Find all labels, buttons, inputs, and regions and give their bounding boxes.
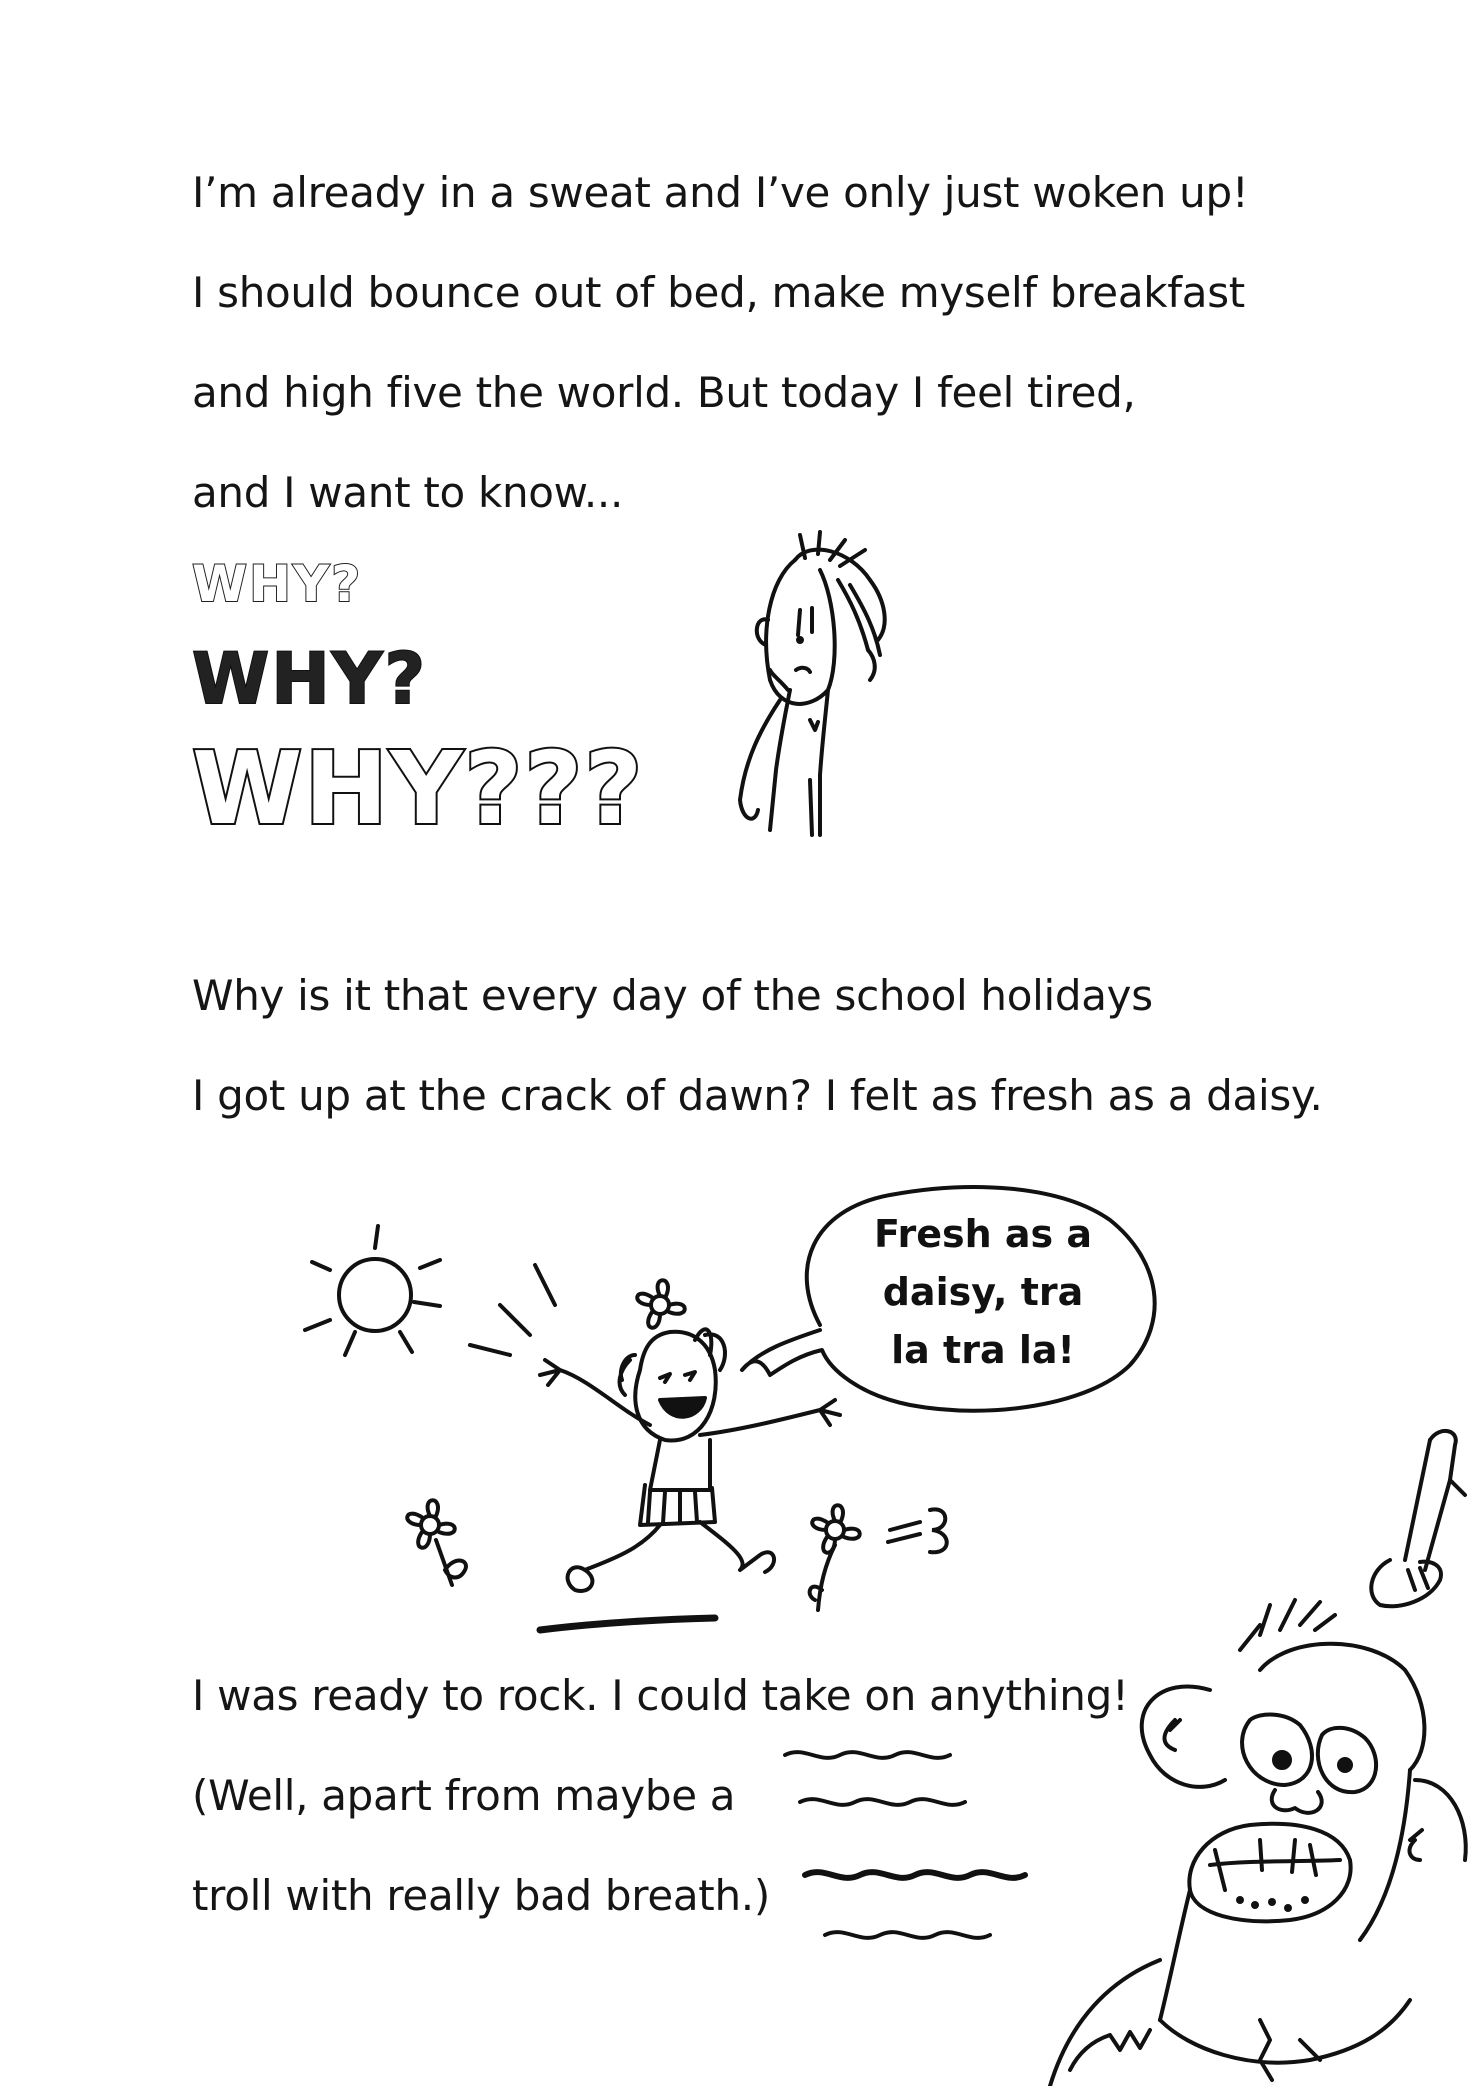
text-line: I’m already in a sweat and I’ve only just woken up! bbox=[192, 168, 1249, 217]
text-line: and high five the world. But today I feel tired, bbox=[192, 368, 1136, 417]
speech-bubble-text bbox=[858, 1205, 1108, 1379]
flower-illustration bbox=[780, 1490, 980, 1620]
why-heading-small: WHY? bbox=[192, 555, 363, 613]
text-line: (Well, apart from maybe a bbox=[192, 1771, 736, 1820]
why-heading-large: WHY??? bbox=[192, 730, 645, 847]
speech-bubble-line: Fresh as a bbox=[873, 1212, 1093, 1256]
why-heading-medium: WHY? bbox=[192, 638, 428, 720]
thinking-girl-illustration bbox=[700, 540, 920, 840]
sun-illustration bbox=[290, 1220, 460, 1370]
text-line: troll with really bad breath.) bbox=[192, 1871, 770, 1920]
flower-illustration bbox=[390, 1490, 490, 1600]
text-line: I should bounce out of bed, make myself breakfast bbox=[192, 268, 1245, 317]
text-line: I got up at the crack of dawn? I felt as fresh as a daisy. bbox=[192, 1071, 1323, 1120]
text-line: I was ready to rock. I could take on anything! bbox=[192, 1671, 1129, 1720]
speech-bubble-line: la tra la! bbox=[891, 1328, 1075, 1372]
text-line: Why is it that every day of the school holidays bbox=[192, 971, 1153, 1020]
troll-illustration bbox=[1010, 1420, 1471, 2086]
speech-bubble-line: daisy, tra bbox=[882, 1270, 1084, 1314]
text-line: and I want to know... bbox=[192, 468, 624, 517]
